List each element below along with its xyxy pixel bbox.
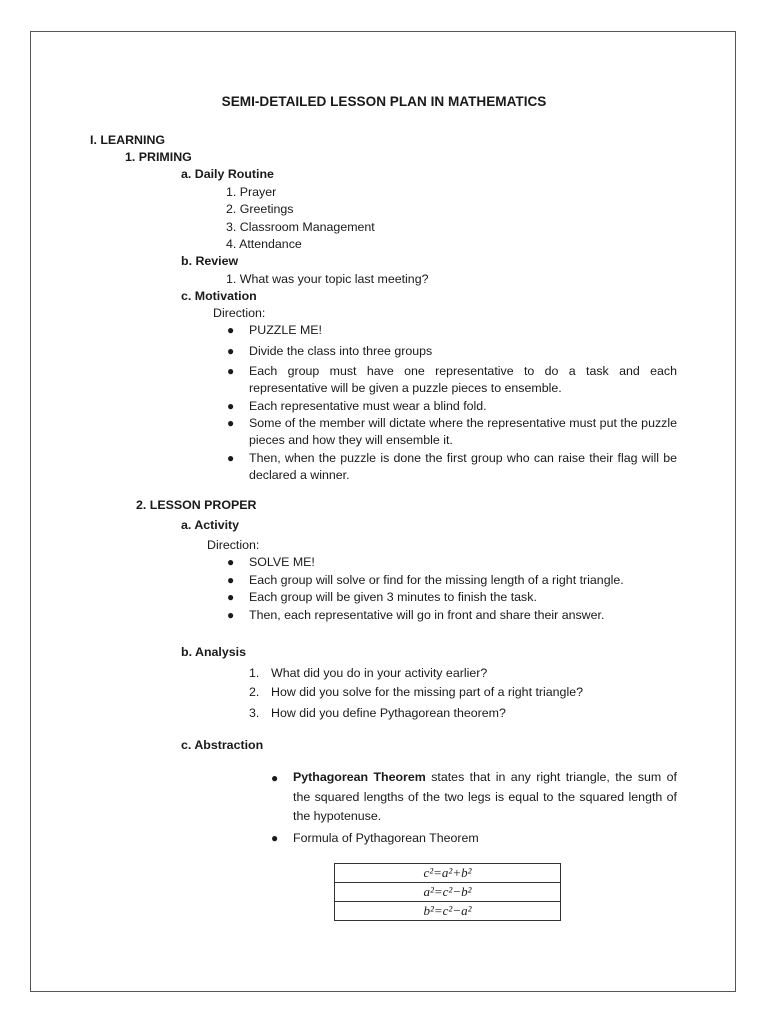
bullet-dot-icon: ● [271,831,279,845]
bullet-dot-icon: ● [227,590,235,604]
formula-cell: a²=c²−b² [335,883,561,902]
motivation-direction: Direction: [213,306,266,320]
motivation-heading: c. Motivation [181,289,257,303]
section-learning-heading: I. LEARNING [90,133,166,147]
bullet-dot-icon: ● [227,344,235,358]
motivation-bullet: Each group must have one representative to do a task and each representative will be given a puzzle pieces to ensemble. [249,364,677,395]
formula-cell: c²=a²+b² [335,864,561,883]
abstraction-heading: c. Abstraction [181,738,264,752]
motivation-bullet: Then, when the puzzle is done the first group who can raise their flag will be declared a winner. [249,451,677,482]
motivation-bullet: Some of the member will dictate where the representative must put the puzzle pieces and how they will ensemble it. [249,416,677,447]
bullet-dot-icon: ● [227,416,235,430]
bullet-dot-icon: ● [227,555,235,569]
analysis-number: 1. [249,666,260,680]
motivation-bullet: PUZZLE ME! [249,323,322,337]
pythagorean-definition [293,768,677,827]
bullet-dot-icon: ● [227,573,235,587]
analysis-question: How did you define Pythagorean theorem? [271,706,506,720]
analysis-number: 2. [249,685,260,699]
formula-table [334,863,561,921]
routine-item: 1. Prayer [226,185,277,199]
activity-direction: Direction: [207,538,260,552]
routine-item: 3. Classroom Management [226,220,375,234]
pythagorean-term: Pythagorean Theorem [293,770,426,784]
activity-bullet: SOLVE ME! [249,555,315,569]
lesson-proper-heading: 2. LESSON PROPER [136,498,257,512]
bullet-dot-icon: ● [227,451,235,465]
daily-routine-heading: a. Daily Routine [181,167,274,181]
formula-cell: b²=c²−a² [335,902,561,921]
analysis-number: 3. [249,706,260,720]
bullet-dot-icon: ● [227,608,235,622]
bullet-dot-icon: ● [271,771,279,785]
document-title: SEMI-DETAILED LESSON PLAN IN MATHEMATICS [221,94,547,109]
priming-heading: 1. PRIMING [125,150,192,164]
activity-bullet: Then, each representative will go in front and share their answer. [249,608,605,622]
analysis-question: What did you do in your activity earlier? [271,666,488,680]
bullet-dot-icon: ● [227,364,235,378]
activity-bullet: Each group will be given 3 minutes to finish the task. [249,590,537,604]
routine-item: 4. Attendance [226,237,302,251]
review-heading: b. Review [181,254,239,268]
activity-heading: a. Activity [181,518,240,532]
pythagorean-definition-text: states that in any right triangle, the sum of the squared lengths of the two legs is equal to the squared length of the hypotenuse. [293,770,677,824]
analysis-question: How did you solve for the missing part of a right triangle? [271,685,583,699]
motivation-bullet: Divide the class into three groups [249,344,433,358]
bullet-dot-icon: ● [227,323,235,337]
activity-bullet: Each group will solve or find for the missing length of a right triangle. [249,573,624,587]
formula-intro: Formula of Pythagorean Theorem [293,831,479,845]
analysis-heading: b. Analysis [181,645,246,659]
bullet-dot-icon: ● [227,399,235,413]
motivation-bullet: Each representative must wear a blind fold. [249,399,487,413]
review-item: 1. What was your topic last meeting? [226,272,429,286]
routine-item: 2. Greetings [226,202,294,216]
